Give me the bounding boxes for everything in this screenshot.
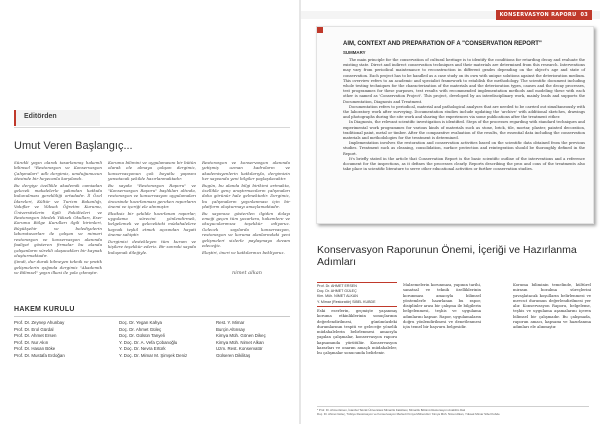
paragraph: Sürekli yayın olarak tasarlanmış hakemli bilimsel "Restorasyon ve Konservasyon Çalışmaları" adlı dergimiz, umduğumuzun ötesinde bir heyecanla karşılandı.	[14, 160, 102, 182]
section-label: KONSERVASYON RAPORU	[499, 12, 577, 18]
paragraph: Bu sayımıza gösterilen ilgiden dolayı emeği geçen tüm yazarlara, hakemlere ve okuyucularımıza teşekkür ediyoruz. Gelecek sayılarda konservasyon, restorasyon ve koruma alanlarındaki yeni gelişmeleri sizlerle paylaşmaya devam edeceğiz.	[202, 210, 290, 249]
paragraph: Implementation involves the restoration and conservation activities based on the scientific data obtained from the previous studies. Treatment such as cleaning, consolidation, surface protection and reintegration should be thoroughly defined in the Report.	[343, 141, 585, 156]
paragraph: Malzemelerin korunması, yapının tarihi, sanatsal ve teknik özelliklerinin korunması amacıyla bilimsel yöntemlerle hazırlanan bu rapor, disiplinler arası bir çalışma ile bilgilerin belgelenmesi, teşhis ve uygulama adımlarını kapsar. Rapor, uygulamaların doğru yönlendirilmesi ve denetlenmesi için temel bir başvuru belgesidir.	[403, 282, 481, 330]
board-member: Doç. Dr. Yegan Kahya	[119, 320, 162, 325]
board-title: HAKEM KURULU	[14, 306, 75, 313]
article-column-1	[317, 308, 397, 404]
editorial-title: Umut Veren Başlangıç...	[14, 140, 133, 152]
board-member: Rest. Y. Mimar	[216, 320, 245, 325]
board-member: Prof. Dr. Erol Gürdal	[14, 326, 54, 332]
summary-box	[316, 26, 594, 224]
board-column-2	[119, 320, 187, 360]
editorial-column-3	[202, 160, 290, 256]
board-member: Doç. Dr. Gülsün Tanyeli	[119, 333, 165, 339]
board-column-1	[14, 320, 65, 360]
paragraph: Bugün, bu alanda bilgi birikimi artmakta, özellikle genç araştırmacıların çalışmaları daha görünür hale gelmektedir. Dergimiz, bu çalışmaların yayınlanması için bir platform oluşturmayı amaçlamaktadır.	[202, 182, 290, 210]
running-header	[496, 10, 592, 20]
footnotes	[317, 408, 589, 417]
editorial-column-1	[14, 160, 102, 277]
divider	[14, 127, 290, 128]
board-member: Prof. Dr. Mustafa Erdoğan	[14, 352, 65, 358]
section-tag	[14, 110, 100, 126]
paragraph: In Diagnosis, the relevant scientific investigation is identified. Steps of the processes regarding with standard techniques and experimental work programmes for various kinds of materials such as stone, brick, tile, mortar, plaster, painted decoration, traditional paint, metal or timber. After the comparative evaluation of the results, the essential data including the conservation materials and methodologies for the treatment is determined.	[343, 120, 585, 141]
footnote: Doç. Dr. Ahmet Güleç, Türkiye Restorasyon ve Konservasyon Merkezi Kimya Mühendisi / Kimya Müh. Nimet Alkan, Yüksek Mimar Sibel Kubde	[317, 412, 500, 417]
accent-mark	[317, 27, 323, 33]
footnote: * Prof. Dr. Ahmet Ersen, İstanbul Teknik Üniversitesi Mimarlık Fakültesi, Mimarlık Bölümü Restorasyon Anabilim Dalı	[317, 408, 466, 412]
board-member: Uzm. Rest. Konservatör	[216, 346, 263, 352]
paragraph: Şimdi, dur durak bilmeyen teknik ve pratik gelişmelerin ışığında dergimiz "Akademik ve Bilimsel" yayın ilkesi ile yola çıkmıştır.	[14, 259, 102, 276]
board-member: Doç. Dr. Ahmet Güleç	[119, 326, 162, 332]
board-member: Gülseren Dikilitaş	[216, 352, 251, 358]
board-member: Burçin Altınsay	[216, 326, 246, 332]
paragraph: Eksiksiz bir şekilde hazırlanan raporlar, uygulama sürecini yönlendirmek, belgelemek ve gelecekteki müdahalelere kaynak teşkil etmek açısından hayati öneme sahiptir.	[108, 210, 196, 238]
signature: nimet alkan	[232, 270, 262, 276]
article-column-2	[403, 282, 481, 404]
paragraph: Dergimizi destekleyen tüm kurum ve kişilere teşekkür ederiz. Bir sonraki sayıda buluşmak dileğiyle.	[108, 238, 196, 255]
paragraph: Bu sayıda "Restorasyon Raporu" ve "Konservasyon Raporu" başlıkları altında, restorasyon ve konservasyon uygulamaları öncesinde hazırlanması gereken raporların önemi ve içeriği ele alınmıştır.	[108, 182, 196, 210]
editorial-column-2	[108, 160, 196, 256]
board-member: Y. Doç. Dr. Mimar M. Şimşek Deniz	[119, 352, 188, 358]
paragraph: Restorasyon ve konservasyon alanında yetişmiş uzman kadroların ve akademisyenlerin katkılarıyla, dergimizin her sayısında yeni bilgiler paylaşılacaktır.	[202, 160, 290, 182]
divider	[14, 316, 290, 317]
paragraph: The main principle for the conservation of cultural heritage is to identify the conditions for retarding decay and evaluate the existing state. Direct and indirect conservation techniques and their materials are determined from this research. Interventions may vary from periodical maintenance to reconstruction in different grades depending on the object's age and state of conservation. Each project has to be handled as a case study on its own with unique solutions against the deterioration medium. This overview refers to an academic and specialist framework to establish the methodology. The scientific document including whole testing techniques for the characterization of the materials and the deterioration types, causes and the decay processes, test programmes for these purposes, test results with recommended implementation methods and modeling these with each other is named as 'Conservation Project'. This project, developed by an interdisciplinary work, mainly leads and supports the Documentation, Diagnosis and Treatment.	[343, 58, 585, 104]
board-member: Y. Doç. Dr. A. Vefa Çobanoğlu	[119, 339, 178, 345]
article-column-3	[513, 282, 591, 404]
paragraph: Eski eserlerin, geçmişte yaşanmış koruma etkinliklerinin sonuçlarının değerlendirilmesi, günümüzdeki durumlarının tespiti ve geleceğe yönelik müdahalelerin belirlenmesi amacıyla yapılan çalışmalar, konservasyon raporu kapsamında yürütülür. Konservasyon kararları ve onarım amaçlı müdahaleler, bu çalışmalar sonucunda belirlenir.	[317, 308, 397, 356]
author: Y. Mimar (Restoratör) SİBEL KUBDE	[317, 299, 376, 304]
summary-title: AIM, CONTEXT AND PREPARATION OF A "CONSERVATION REPORT"	[343, 41, 542, 47]
article-title: Konservasyon Raporunun Önemi, İçeriği ve Hazırlanma Adımları	[317, 244, 577, 268]
author: Prof. Dr. AHMET ERSEN	[317, 284, 357, 288]
board-member: Y. Doç. Dr. Nevra Ertürk	[119, 346, 166, 352]
board-column-3	[216, 320, 266, 360]
paragraph: Koruma biliminin temelinde, kültürel mirasın bozulma süreçlerini yavaşlatacak koşulların belirlenmesi ve mevcut durumun değerlendirilmesi yer alır. Konservasyon Raporu, belgeleme, teşhis ve uygulama aşamalarını içeren bilimsel bir çalışmadır. Bu çalışmada, raporun amacı, kapsamı ve hazırlanma adımları ele alınmıştır.	[513, 282, 591, 330]
board-member: Prof. Dr. Hasan Böke	[14, 346, 56, 352]
paragraph: Bu dergiye özellikle akademik camiadan gelecek makalelerle yakından katkıda bulunulması gerekliliği ortadadır. İl Özel İdareleri, Kültür ve Turizm Bakanlığı, Vakıflar ve Yüksek Öğretim Kurumu, Üniversitelerin ilgili Fakülteleri ve Restorasyon Meslek Yüksek Okulları, Eser Koruma Bölge Kurulları ilgili birimleri, Büyükşehir ve belediyelerin laboratuvarları ile çalışan ve mimari restorasyon ve konservasyon alanında faaliyet gösteren firmalar bu alanda çalışanların sürekli ulaşacakları bir kaynak oluşturmaktadır.	[14, 182, 102, 258]
page-number: 03	[580, 12, 588, 18]
summary-label: SUMMARY	[343, 50, 366, 55]
summary-text	[343, 58, 585, 172]
paragraph: It's briefly stated in the article that Conservation Report is the basic scientific outline of the interventions and a reference document for the inspections, as it defines the processes clearly. Reports describing the pros and cons of the treatments also take place in scientific literature to serve other educational activities or further conservation studies.	[343, 156, 585, 172]
paragraph: Eleştiri, öneri ve katkılarınızı bekliyoruz.	[202, 249, 285, 255]
author-list	[317, 282, 397, 307]
paragraph: Documentation refers to periodical, material and pathological analyses that are needed to be carried out simultaneously with the laboratory work after surveying. Documentation studies include updating the 'archive' with additional sketches, drawings and photographs during the site work and sharing the experiences via some publications after the treatment either.	[343, 104, 585, 120]
board-member: Kimya Müh. Nimet Alkan	[216, 339, 264, 345]
paragraph: Koruma bilimini ve uygulamasını bir bütün olarak ele almaya çalışan dergimiz, konservasyonun çok boyutlu yapısını yansıtacak şekilde hazırlanmaktadır.	[108, 160, 196, 182]
board-member: Prof. Dr. Nur Akın	[14, 339, 49, 345]
board-member: Kimya Müh. Gönen Dikeç	[216, 333, 266, 339]
author: Doç. Dr. AHMET GÜLEÇ	[317, 289, 357, 294]
board-member: Prof. Dr. Ahmet Ersen	[14, 333, 57, 339]
board-member: Prof. Dr. Zeynep Ahunbay	[14, 320, 65, 325]
divider	[317, 406, 589, 407]
section-tag-label: Editörden	[24, 113, 57, 120]
author: Kim. Müh. NİMET ALKAN	[317, 294, 358, 299]
